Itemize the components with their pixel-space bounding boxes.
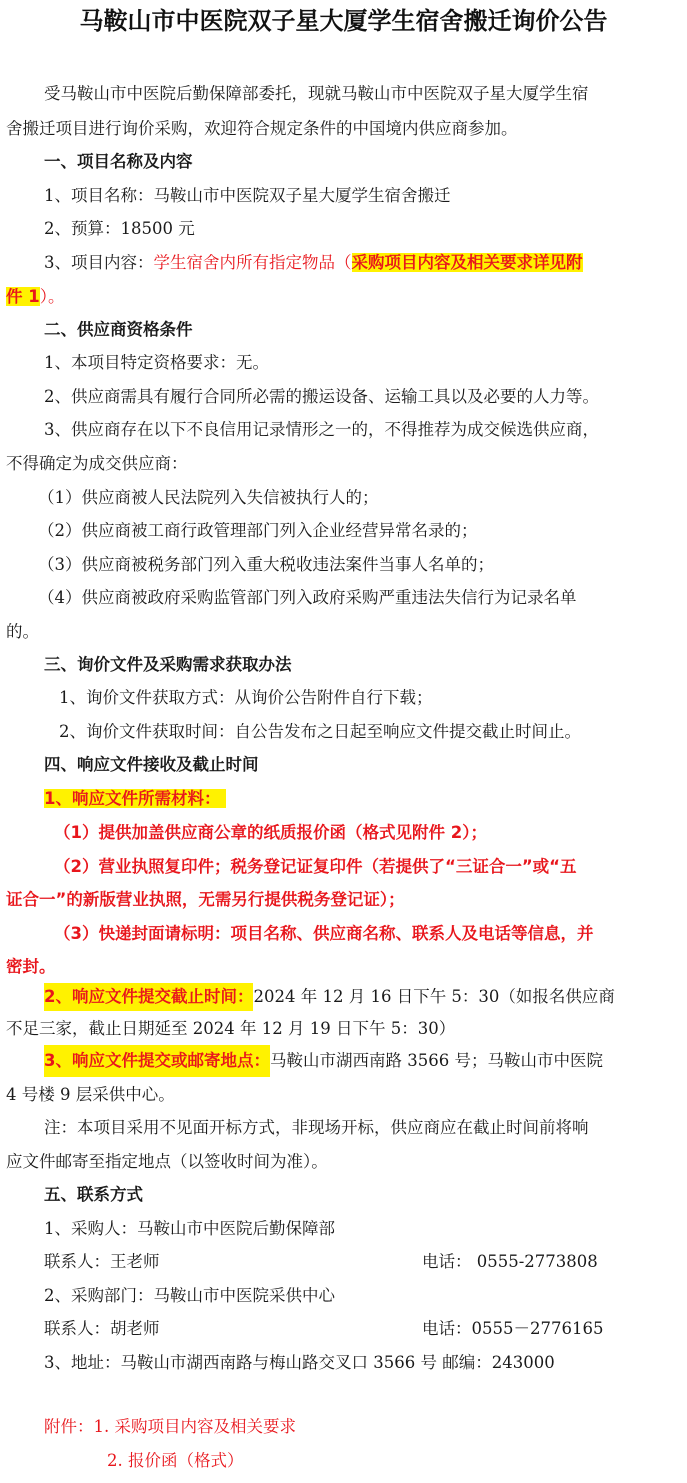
content-highlight-a: 采购项目内容及相关要求详见附	[351, 253, 583, 272]
delivery-address	[6, 1045, 687, 1077]
section-4-heading: 四、响应文件接收及截止时间	[44, 755, 259, 774]
contact-2-phone: 电话：0555－2776165	[422, 1319, 604, 1338]
buyer: 1、采购人：马鞍山市中医院后勤保障部	[44, 1219, 335, 1238]
content-highlight-b: 件 1	[6, 287, 40, 306]
deadline	[6, 983, 687, 1011]
project-budget: 2、预算：18500 元	[44, 219, 195, 238]
content-red-text: 学生宿舍内所有指定物品（	[153, 253, 352, 272]
address: 3、地址：马鞍山市湖西南路与梅山路交叉口 3566 号 邮编：243000	[44, 1353, 555, 1372]
materials-heading	[6, 787, 687, 811]
qual-item-3: （3）供应商被税务部门列入重大税收违法案件当事人名单的；	[38, 555, 494, 574]
deadline-text: 2024 年 12 月 16 日下午 5：30（如报名供应商	[253, 987, 615, 1006]
qual-1: 1、本项目特定资格要求：无。	[44, 353, 269, 372]
material-2a: （2）营业执照复印件；税务登记证复印件（若提供了“三证合一”或“五	[54, 857, 577, 876]
note-b: 应文件邮寄至指定地点（以签收时间为准）。	[6, 1152, 328, 1171]
deadline-label: 2、响应文件提交截止时间：	[44, 983, 253, 1011]
material-2b: 证合一”的新版营业执照，无需另行提供税务登记证）；	[6, 890, 405, 909]
qual-3b: 不得确定为成交供应商：	[6, 454, 188, 473]
section-2-heading: 二、供应商资格条件	[44, 320, 193, 339]
qual-item-2: （2）供应商被工商行政管理部门列入企业经营异常名录的；	[38, 521, 478, 540]
content-label: 3、项目内容：	[44, 253, 154, 272]
project-name: 1、项目名称：马鞍山市中医院双子星大厦学生宿舍搬迁	[44, 186, 451, 205]
material-3a: （3）快递封面请标明：项目名称、供应商名称、联系人及电话等信息，并	[54, 924, 594, 943]
material-3b: 密封。	[6, 957, 56, 976]
address-text: 马鞍山市湖西南路 3566 号；马鞍山市中医院	[269, 1051, 603, 1070]
project-content-cont	[6, 285, 684, 309]
content-tail: ）。	[39, 287, 65, 306]
contact-2	[6, 1317, 687, 1341]
dept: 2、采购部门：马鞍山市中医院采供中心	[44, 1286, 335, 1305]
contact-1	[6, 1250, 687, 1274]
contact-1-name: 联系人：王老师	[44, 1252, 160, 1271]
address-label: 3、响应文件提交或邮寄地点：	[44, 1045, 270, 1077]
project-content	[6, 251, 687, 275]
qual-item-4b: 的。	[6, 622, 39, 641]
materials-label: 1、响应文件所需材料：	[44, 789, 226, 808]
qual-item-1: （1）供应商被人民法院列入失信被执行人的；	[38, 488, 379, 507]
contact-1-phone: 电话： 0555-2773808	[422, 1252, 598, 1271]
intro-line-1: 受马鞍山市中医院后勤保障部委托，现就马鞍山市中医院双子星大厦学生宿	[44, 84, 589, 103]
attachment-2[interactable]: 2. 报价函（格式）	[107, 1451, 244, 1470]
address-cont: 4 号楼 9 层采供中心。	[6, 1085, 175, 1104]
qual-item-4a: （4）供应商被政府采购监管部门列入政府采购严重违法失信行为记录名单	[38, 588, 577, 607]
doc-method: 1、询价文件获取方式：从询价公告附件自行下载；	[59, 688, 433, 707]
qual-2: 2、供应商需具有履行合同所必需的搬运设备、运输工具以及必要的人力等。	[44, 387, 599, 406]
page-title: 马鞍山市中医院双子星大厦学生宿舍搬迁询价公告	[79, 7, 608, 35]
contact-2-name: 联系人：胡老师	[44, 1319, 160, 1338]
section-5-heading: 五、联系方式	[44, 1185, 143, 1204]
deadline-cont: 不足三家，截止日期延至 2024 年 12 月 19 日下午 5：30）	[6, 1019, 456, 1038]
section-3-heading: 三、询价文件及采购需求获取办法	[44, 655, 292, 674]
attachment-1[interactable]: 附件：1. 采购项目内容及相关要求	[44, 1417, 296, 1436]
note-a: 注：本项目采用不见面开标方式，非现场开标，供应商应在截止时间前将响	[44, 1118, 589, 1137]
doc-time: 2、询价文件获取时间：自公告发布之日起至响应文件提交截止时间止。	[59, 722, 581, 741]
section-1-heading: 一、项目名称及内容	[44, 152, 193, 171]
material-1: （1）提供加盖供应商公章的纸质报价函（格式见附件 2）；	[54, 823, 487, 842]
qual-3a: 3、供应商存在以下不良信用记录情形之一的，不得推荐为成交候选供应商，	[44, 420, 599, 439]
intro-line-2: 舍搬迁项目进行询价采购，欢迎符合规定条件的中国境内供应商参加。	[6, 119, 518, 138]
